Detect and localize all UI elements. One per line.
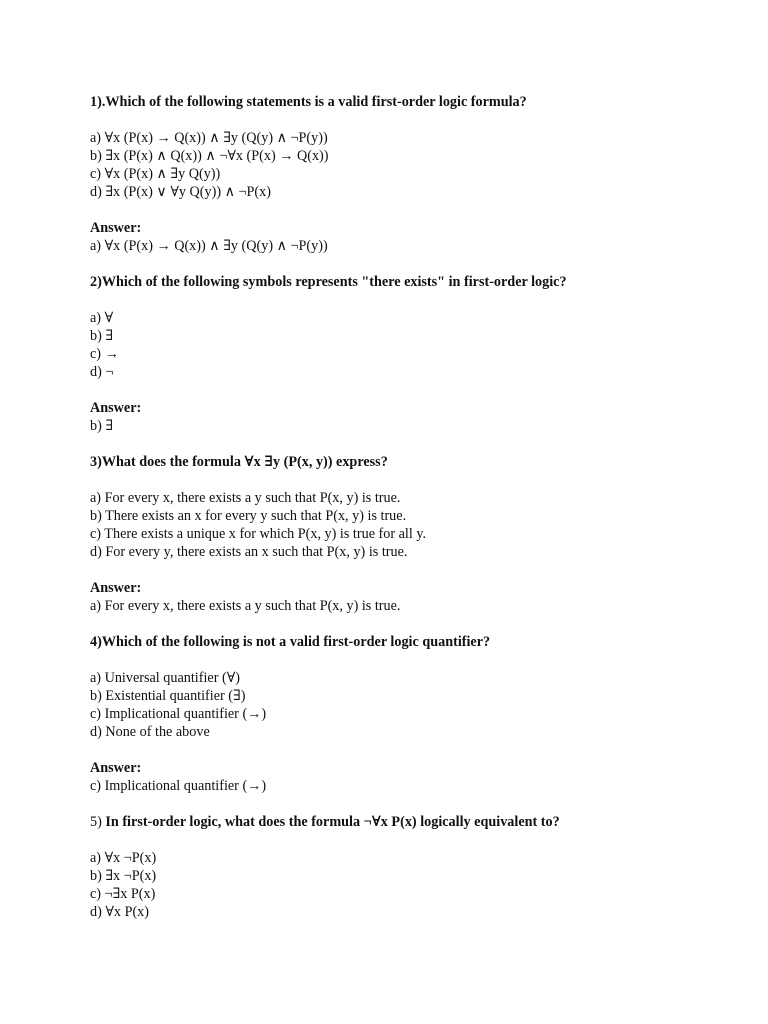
question-4 [90, 633, 730, 795]
question-1-text: 1).Which of the following statements is a valid first-order logic formula? [90, 94, 527, 110]
option-3a: a) For every x, there exists a y such that P(x, y) is true. [90, 490, 401, 506]
option-2c: c) → [90, 346, 119, 362]
option-5a: a) ∀x ¬P(x) [90, 850, 157, 866]
question-5-text: In first-order logic, what does the formula ¬∀x P(x) logically equivalent to? [105, 814, 560, 830]
question-1 [90, 93, 730, 255]
option-3b: b) There exists an x for every y such that P(x, y) is true. [90, 508, 407, 524]
question-5 [90, 813, 730, 921]
option-3d: d) For every y, there exists an x such that P(x, y) is true. [90, 544, 408, 560]
option-4d: d) None of the above [90, 724, 210, 740]
answer-4-text: c) Implicational quantifier (→) [90, 778, 267, 794]
option-4b: b) Existential quantifier (∃) [90, 688, 246, 704]
question-5-heading [90, 813, 730, 831]
option-4a: a) Universal quantifier (∀) [90, 670, 240, 686]
answer-1 [90, 219, 730, 255]
option-1d: d) ∃x (P(x) ∨ ∀y Q(y)) ∧ ¬P(x) [90, 184, 271, 200]
quiz-document [90, 93, 730, 939]
option-2d: d) ¬ [90, 364, 114, 380]
question-4-text: 4)Which of the following is not a valid first-order logic quantifier? [90, 634, 491, 650]
question-3-options [90, 489, 730, 561]
question-5-options [90, 849, 730, 921]
answer-1-label: Answer: [90, 220, 142, 236]
option-4c: c) Implicational quantifier (→) [90, 706, 267, 722]
answer-2-text: b) ∃ [90, 418, 114, 434]
option-1c: c) ∀x (P(x) ∧ ∃y Q(y)) [90, 166, 221, 182]
option-5b: b) ∃x ¬P(x) [90, 868, 157, 884]
option-2b: b) ∃ [90, 328, 114, 344]
option-1a: a) ∀x (P(x) → Q(x)) ∧ ∃y (Q(y) ∧ ¬P(y)) [90, 130, 328, 146]
question-3 [90, 453, 730, 615]
option-5d: d) ∀x P(x) [90, 904, 150, 920]
option-3c: c) There exists a unique x for which P(x, y) is true for all y. [90, 526, 427, 542]
answer-3-label: Answer: [90, 580, 142, 596]
question-4-options [90, 669, 730, 741]
answer-2 [90, 399, 730, 435]
question-2-options [90, 309, 730, 381]
answer-2-label: Answer: [90, 400, 142, 416]
question-2 [90, 273, 730, 435]
answer-4 [90, 759, 730, 795]
answer-3-text: a) For every x, there exists a y such that P(x, y) is true. [90, 598, 401, 614]
option-2a: a) ∀ [90, 310, 114, 326]
answer-3 [90, 579, 730, 615]
answer-4-label: Answer: [90, 760, 142, 776]
question-2-text: 2)Which of the following symbols represents "there exists" in first-order logic? [90, 274, 567, 290]
option-5c: c) ¬∃x P(x) [90, 886, 156, 902]
answer-1-text: a) ∀x (P(x) → Q(x)) ∧ ∃y (Q(y) ∧ ¬P(y)) [90, 238, 328, 254]
question-5-number: 5) [90, 814, 102, 830]
question-1-options [90, 129, 730, 201]
question-3-text: 3)What does the formula ∀x ∃y (P(x, y)) express? [90, 454, 388, 470]
option-1b: b) ∃x (P(x) ∧ Q(x)) ∧ ¬∀x (P(x) → Q(x)) [90, 148, 329, 164]
